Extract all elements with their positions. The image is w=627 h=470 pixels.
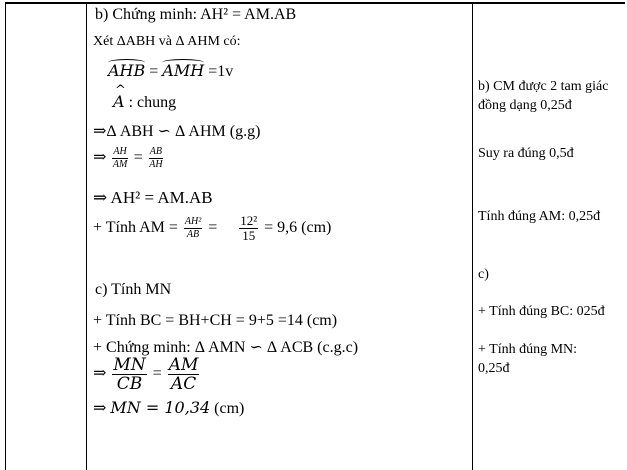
- fraction-ah2-ab: $\frac{\text{AH²}}{AB}$: [184, 216, 202, 240]
- column-divider-1: [86, 2, 87, 470]
- angle-equality: AHB = AMH =1v: [108, 61, 234, 80]
- score-b-similar: b) CM được 2 tam giác đồng dạng 0,25đ: [478, 79, 609, 113]
- prove-similar-c: + Chứng minh: Δ AMN ∽ Δ ACB (c.g.c): [93, 339, 359, 356]
- implies-arrow: ⇒: [93, 365, 107, 383]
- part-b-heading: b) Chứng minh: AH² = AM.AB: [95, 6, 297, 23]
- right-angle-value: =1v: [208, 63, 234, 80]
- similar-triangles-b: ⇒Δ ABH ∽ Δ AHM (g.g): [93, 123, 261, 140]
- column-divider-2: [472, 2, 473, 470]
- fraction-mn-cb: $\frac{MN}{CB}$: [113, 355, 146, 394]
- ratio-c: ⇒ $\frac{MN}{CB}$ = $\frac{AM}{AC}$: [93, 355, 199, 394]
- score-c-label: c): [478, 267, 489, 282]
- ratio-b: ⇒ $\frac{AH}{AM}$ = $\frac{AB}{AH}$: [93, 146, 163, 170]
- fraction-ab-ah: $\frac{AB}{AH}$: [149, 146, 163, 170]
- score-c-bc: + Tính đúng BC: 025đ: [478, 304, 605, 319]
- result-b: ⇒ AH² = AM.AB: [93, 188, 213, 207]
- implies-arrow: ⇒: [93, 149, 107, 167]
- score-c-mn: + Tính đúng MN: 0,25đ: [478, 342, 578, 376]
- table-left-border: [5, 2, 6, 470]
- angle-amh: AMH: [162, 61, 205, 80]
- score-b-am: Tính đúng AM: 0,25đ: [478, 209, 601, 224]
- part-c-heading: c) Tính MN: [95, 281, 172, 298]
- table-top-border: [5, 2, 625, 4]
- fraction-12sq-15: $\frac{\text{12²}}{15}$: [240, 213, 258, 243]
- am-result: = 9,6 (cm): [264, 219, 332, 237]
- fraction-am-ac: $\frac{AM}{AC}$: [168, 355, 199, 394]
- consider-line: Xét ΔABH và Δ AHM có:: [93, 34, 241, 49]
- compute-am: + Tính AM = $\frac{\text{AH²}}{AB}$ = $\frac{\text{12²}}{15}$ = 9,6 (cm): [93, 213, 332, 243]
- score-b-deduce: Suy ra đúng 0,5đ: [478, 146, 574, 161]
- compute-bc: + Tính BC = BH+CH = 9+5 =14 (cm): [93, 312, 338, 329]
- common-text: : chung: [128, 94, 177, 111]
- common-angle: [113, 93, 176, 112]
- angle-a: ^ A: [113, 93, 125, 111]
- mn-result: ⇒ MN = 10,34 (cm): [93, 398, 245, 417]
- angle-ahb: AHB: [108, 61, 146, 80]
- fraction-ah-am: $\frac{AH}{AM}$: [112, 146, 128, 170]
